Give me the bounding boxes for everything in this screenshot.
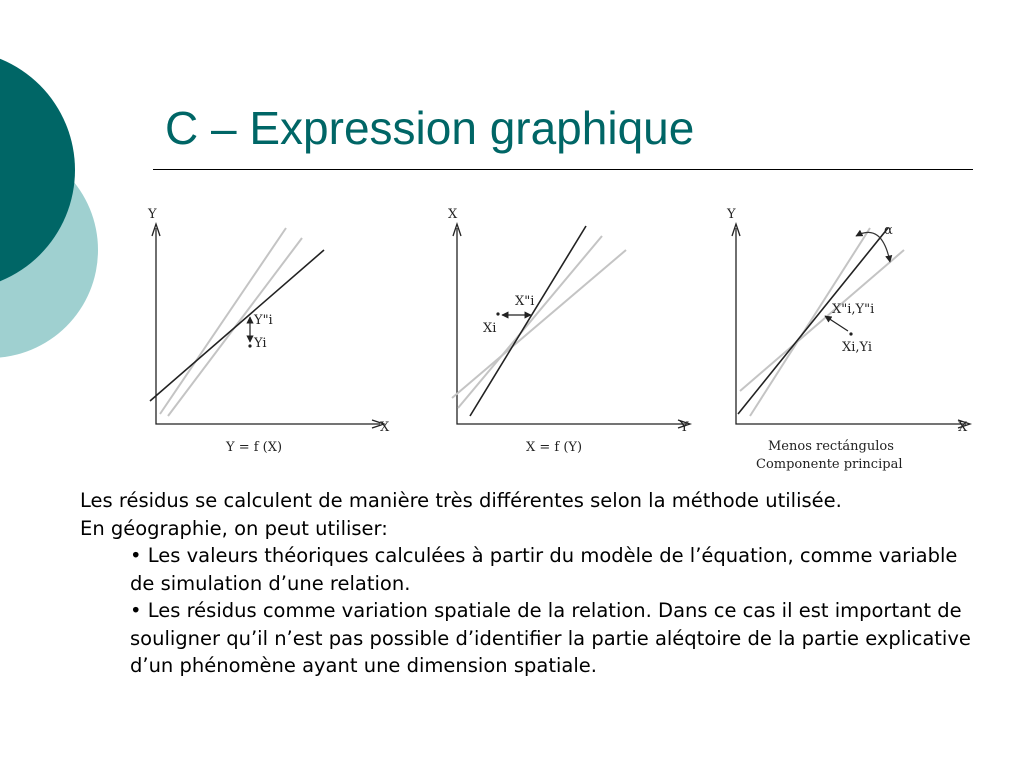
paragraph-residuals: Les résidus se calculent de manière très différentes selon la méthode utilisée. <box>80 489 842 512</box>
bullet-spatial-residuals: • Les résidus comme variation spatiale de la relation. Dans ce cas il est important de souligner qu’il n’est pas possible d’identifier la partie aléqtoire de la partie explicative d’un phénomène ayant une dimension spatiale. <box>130 599 971 677</box>
observed-value-label: Yi <box>254 336 267 351</box>
grey-line-shallow <box>452 250 626 398</box>
observed-point <box>849 332 852 335</box>
axis-y-label: Y <box>148 207 157 222</box>
grey-line-shallow <box>740 250 904 391</box>
axis-x-label: Y <box>680 420 689 435</box>
axis-x-label: X <box>958 420 968 435</box>
slide-body <box>80 487 980 680</box>
paragraph-geography: En géographie, on peut utiliser: <box>80 516 388 540</box>
angle-label: α <box>884 223 893 238</box>
observed-value-label: Xi,Yi <box>842 340 873 355</box>
fitted-value-label: X"i,Y"i <box>832 302 875 317</box>
axes-arrows <box>732 224 970 428</box>
figure-caption-line-2: Componente principal <box>756 457 903 472</box>
regression-figures <box>140 198 990 478</box>
observed-point <box>248 344 251 347</box>
axis-x-label: X <box>380 420 390 435</box>
slide-title: C – Expression graphique <box>165 102 695 154</box>
grey-line-mid <box>458 236 602 408</box>
principal-axis-line <box>738 228 888 414</box>
residual-arrow <box>825 316 848 331</box>
observed-point <box>496 312 499 315</box>
figure-x-on-y <box>448 207 690 455</box>
figure-caption-line-1: Menos rectángulos <box>768 439 894 454</box>
bullet-theoretical-values: • Les valeurs théoriques calculées à partir du modèle de l’équation, comme variable de simulation d’une relation. <box>130 544 958 595</box>
regression-line <box>150 250 324 401</box>
fitted-value-label: X"i <box>515 294 535 309</box>
axis-y-label: Y <box>727 207 736 222</box>
observed-value-label: Xi <box>483 321 497 336</box>
figure-caption: Y = f (X) <box>226 440 283 455</box>
figure-y-on-x <box>147 207 390 455</box>
title-divider <box>153 169 973 170</box>
decorative-circles <box>0 0 110 400</box>
axis-y-label: X <box>448 207 458 222</box>
grey-line-steep <box>750 228 873 416</box>
figure-principal-component <box>726 207 970 472</box>
figure-caption: X = f (Y) <box>526 440 583 455</box>
fitted-value-label: Y"i <box>254 313 273 328</box>
